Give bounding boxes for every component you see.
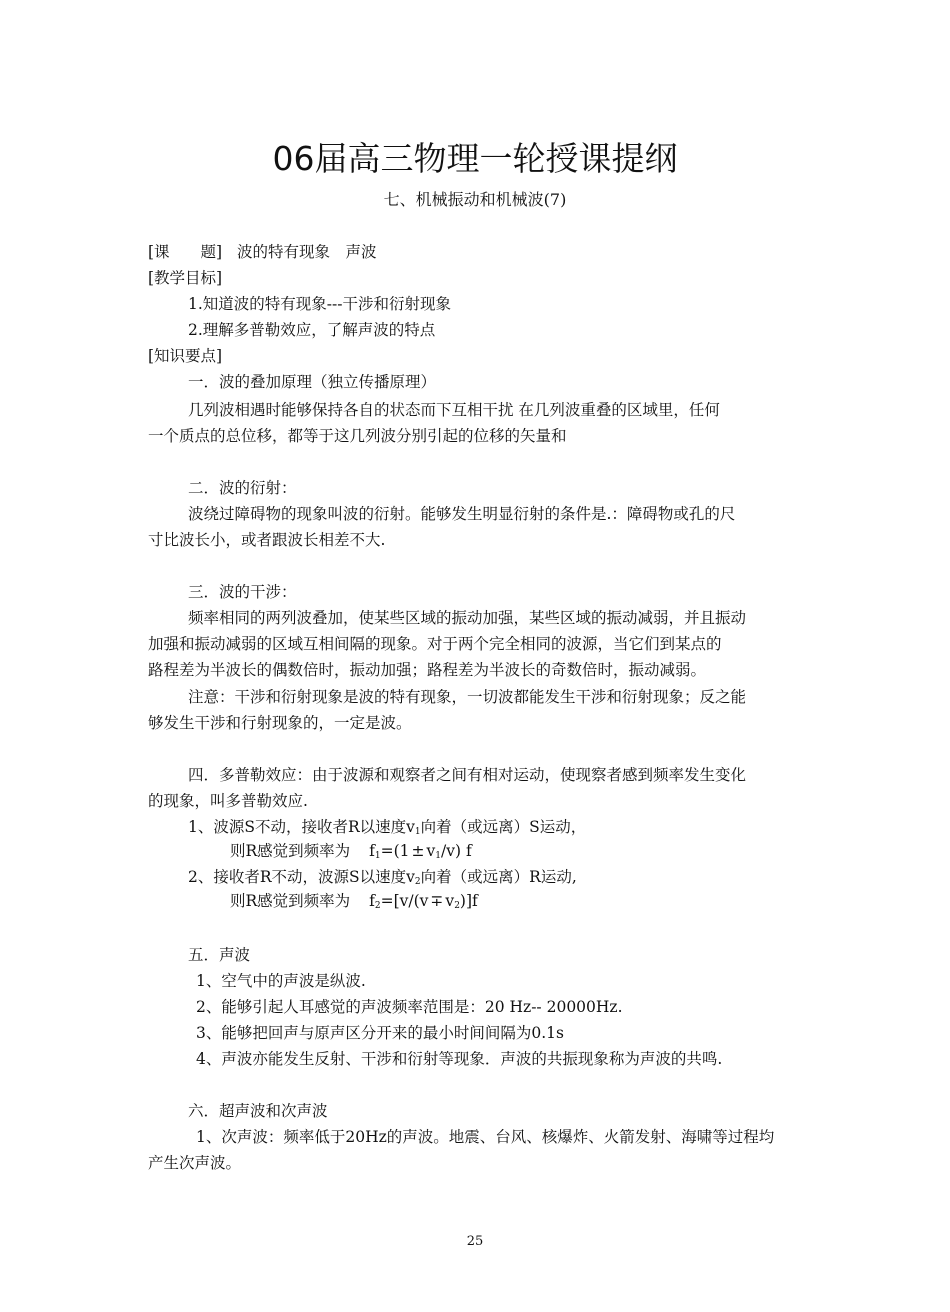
formula-label: 则R感觉到频率为 <box>230 842 351 860</box>
doppler-formula-2 <box>230 891 478 916</box>
page-number: 25 <box>466 1234 484 1249</box>
section-heading: 一．波的叠加原理（独立传播原理） <box>188 373 437 391</box>
paragraph-line: 寸比波长小，或者跟波长相差不大. <box>148 531 386 549</box>
page-subtitle: 七、机械振动和机械波(7) <box>383 190 567 209</box>
topic-value: 波的特有现象 声波 <box>237 243 377 261</box>
section-heading: 三．波的干涉： <box>188 583 297 601</box>
section-heading: 六．超声波和次声波 <box>188 1102 328 1120</box>
paragraph-line: 波绕过障碍物的现象叫波的衍射。能够发生明显衍射的条件是.：障碍物或孔的尺 <box>188 505 736 523</box>
topic-line <box>148 242 377 262</box>
note-line: 注意：干涉和衍射现象是波的特有现象，一切波都能发生干涉和衍射现象；反之能 <box>188 688 747 706</box>
paragraph-line: 的现象，叫多普勒效应. <box>148 792 308 810</box>
list-item: 1、空气中的声波是纵波. <box>196 972 366 990</box>
formula <box>369 892 478 910</box>
doppler-case-1 <box>188 817 586 842</box>
knowledge-label: [知识要点] <box>148 347 223 365</box>
list-item: 2、能够引起人耳感觉的声波频率范围是：20 Hz-- 20000Hz. <box>196 998 623 1016</box>
formula-symbol: /v) f <box>441 842 472 860</box>
formula-symbol: f <box>369 842 375 860</box>
subscript: 1 <box>374 851 381 861</box>
case-text: 1、波源S不动，接收者R以速度v <box>188 818 415 836</box>
subscript: 2 <box>454 901 460 911</box>
doppler-formula-1 <box>230 841 472 866</box>
topic-label: [课 题] <box>148 243 223 261</box>
plus-minus-sign: ± <box>411 842 425 860</box>
paragraph-line: 1、次声波：频率低于20Hz的声波。地震、台风、核爆炸、火箭发射、海啸等过程均 <box>196 1128 775 1146</box>
case-text: 向着（或远离）S运动， <box>420 818 587 836</box>
formula <box>369 842 472 860</box>
subscript: 2 <box>374 901 381 911</box>
formula-symbol: =(1 <box>380 842 410 860</box>
doppler-case-2 <box>188 867 577 892</box>
list-item: 4、声波亦能发生反射、干涉和衍射等现象．声波的共振现象称为声波的共鸣. <box>196 1050 723 1068</box>
section-heading: 二．波的衍射： <box>188 479 297 497</box>
paragraph-line: 加强和振动减弱的区域互相间隔的现象。对于两个完全相同的波源，当它们到某点的 <box>148 635 722 653</box>
page-title: 06届高三物理一轮授课提纲 <box>272 139 678 178</box>
minus-plus-sign: ∓ <box>430 892 444 910</box>
formula-symbol: f <box>369 892 375 910</box>
paragraph-line: 几列波相遇时能够保持各自的状态而下互相干扰 在几列波重叠的区域里，任何 <box>188 401 720 419</box>
paragraph-line: 频率相同的两列波叠加，使某些区域的振动加强，某些区域的振动减弱，并且振动 <box>188 609 747 627</box>
objectives-label: [教学目标] <box>148 269 223 287</box>
paragraph-line: 一个质点的总位移，都等于这几列波分别引起的位移的矢量和 <box>148 427 567 445</box>
subscript: 2 <box>414 877 421 887</box>
objective-item: 1.知道波的特有现象---干涉和衍射现象 <box>188 295 452 313</box>
case-text: 向着（或远离）R运动, <box>420 868 577 886</box>
formula-symbol: v <box>426 842 436 860</box>
objective-item: 2.理解多普勒效应，了解声波的特点 <box>188 321 436 339</box>
paragraph-line: 四．多普勒效应：由于波源和观察者之间有相对运动，使现察者感到频率发生变化 <box>188 766 747 784</box>
note-line: 够发生干涉和行射现象的，一定是波。 <box>148 714 412 732</box>
subscript: 1 <box>435 851 441 861</box>
paragraph-line: 路程差为半波长的偶数倍时，振动加强；路程差为半波长的奇数倍时，振动减弱。 <box>148 661 707 679</box>
formula-symbol: v <box>445 892 455 910</box>
case-text: 2、接收者R不动，波源S以速度v <box>188 868 415 886</box>
formula-label: 则R感觉到频率为 <box>230 892 351 910</box>
formula-symbol: )]f <box>459 892 478 910</box>
section-heading: 五．声波 <box>188 946 251 964</box>
paragraph-line: 产生次声波。 <box>148 1154 242 1172</box>
formula-symbol: =[v/(v <box>380 892 429 910</box>
list-item: 3、能够把回声与原声区分开来的最小时间间隔为0.1s <box>196 1024 564 1042</box>
subscript: 1 <box>414 827 421 837</box>
